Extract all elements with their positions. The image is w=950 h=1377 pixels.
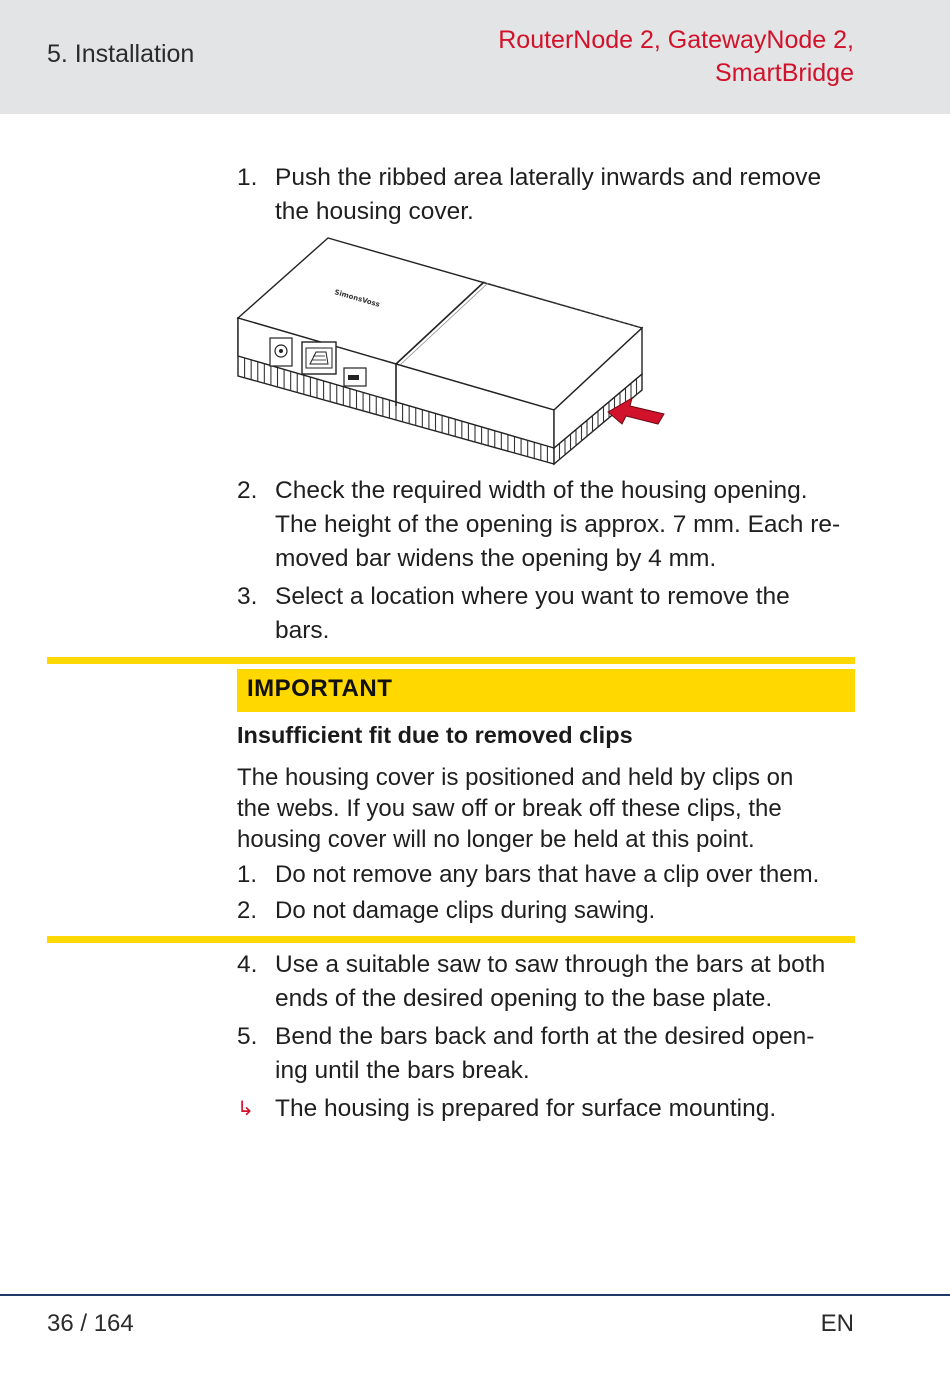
housing-illustration (232, 234, 672, 470)
result-text: The housing is prepared for surface mounting. (275, 1095, 777, 1122)
step-text-line: Select a location where you want to remove the (275, 583, 790, 610)
notice-item-1 (237, 859, 857, 891)
step-1 (237, 161, 857, 229)
notice-item-number: 2. (237, 897, 258, 924)
step-2 (237, 474, 857, 576)
product-title-line-2: SmartBridge (715, 59, 854, 87)
footer-divider (0, 1294, 950, 1296)
result-line (237, 1092, 857, 1126)
step-number: 3. (237, 583, 258, 610)
important-banner (237, 669, 855, 712)
brand-label: SimonsVoss (333, 288, 381, 309)
notice-item-text: Do not remove any bars that have a clip over them. (275, 861, 820, 888)
step-number: 5. (237, 1023, 258, 1050)
step-text-line: Push the ribbed area laterally inwards and remove (275, 164, 822, 191)
step-text-line: ing until the bars break. (275, 1057, 530, 1084)
step-3 (237, 580, 857, 648)
step-4 (237, 948, 857, 1016)
step-text-line: ends of the desired opening to the base plate. (275, 985, 773, 1012)
section-title: 5. Installation (47, 40, 195, 68)
language-code: EN (820, 1310, 854, 1337)
result-arrow-icon: ↳ (237, 1098, 254, 1120)
step-5 (237, 1020, 857, 1088)
notice-item-number: 1. (237, 861, 258, 888)
notice-item-text: Do not damage clips during sawing. (275, 897, 656, 924)
notice-body-line: The housing cover is positioned and held by clips on (237, 764, 794, 791)
notice-body-line: housing cover will no longer be held at this point. (237, 826, 755, 853)
page-header (0, 0, 950, 114)
step-text-line: The height of the opening is approx. 7 mm. Each re- (275, 511, 841, 538)
product-title-line-1: RouterNode 2, GatewayNode 2, (498, 26, 854, 54)
notice-item-2 (237, 895, 857, 927)
step-text-line: moved bar widens the opening by 4 mm. (275, 545, 717, 572)
step-text-line: Bend the bars back and forth at the desired open- (275, 1023, 815, 1050)
step-text-line: the housing cover. (275, 198, 474, 225)
step-number: 2. (237, 477, 258, 504)
step-text-line: bars. (275, 617, 330, 644)
step-text-line: Check the required width of the housing opening. (275, 477, 808, 504)
notice-body (237, 762, 855, 855)
notice-title: Insufficient fit due to removed clips (237, 722, 633, 748)
step-number: 1. (237, 164, 258, 191)
product-title (434, 24, 854, 90)
step-text-line: Use a suitable saw to saw through the bars at both (275, 951, 826, 978)
step-number: 4. (237, 951, 258, 978)
notice-body-line: the webs. If you saw off or break off these clips, the (237, 795, 782, 822)
important-label: IMPORTANT (247, 675, 393, 702)
notice-bottom-rule (47, 936, 855, 943)
page-number: 36 / 164 (47, 1310, 134, 1337)
notice-top-rule (47, 657, 855, 664)
